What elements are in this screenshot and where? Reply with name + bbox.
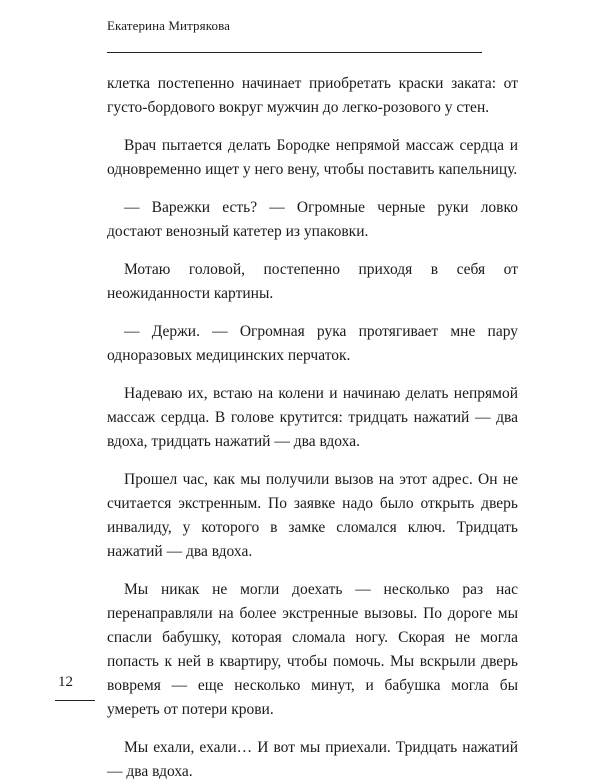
paragraph: клетка постепенно начинает приобретать краски заката: от густо-бордового вокруг мужчин до легко-розового у стен. [107, 75, 518, 116]
footer-rule [55, 700, 95, 701]
paragraph: Надеваю их, встаю на колени и начинаю делать непрямой массаж сердца. В голове крутится: тридцать нажатий — два вдоха, тридцать нажатий — два вдоха. [107, 385, 518, 450]
paragraph: Мотаю головой, постепенно приходя в себя от неожиданности картины. [107, 261, 518, 302]
header-rule [107, 52, 482, 53]
paragraph: Прошел час, как мы получили вызов на этот адрес. Он не считается экстренным. По заявке надо было открыть дверь инвалиду, у которого в замке сломался ключ. Тридцать нажатий — два вдоха. [107, 471, 518, 560]
paragraph: Мы ехали, ехали… И вот мы приехали. Тридцать нажатий — два вдоха. [107, 739, 518, 780]
running-head-author: Екатерина Митрякова [107, 18, 231, 33]
page-number: 12 [58, 674, 73, 690]
paragraph: Врач пытается делать Бородке непрямой массаж сердца и одновременно ищет у него вену, чтобы поставить капельницу. [107, 137, 518, 178]
paragraph: — Варежки есть? — Огромные черные руки ловко достают венозный катетер из упаковки. [107, 199, 518, 240]
paragraph: — Держи. — Огромная рука протягивает мне пару одноразовых медицинских перчаток. [107, 323, 518, 364]
paragraph: Мы никак не могли доехать — несколько раз нас перенаправляли на более экстренные вызовы. По дороге мы спасли бабушку, которая сломала ногу. Скорая не могла попасть к ней в квартиру, чтобы помочь. Мы вскрыли дверь вовремя — еще несколько минут, и бабушка могла бы умереть от потери крови. [107, 581, 518, 718]
page-body [107, 72, 518, 784]
